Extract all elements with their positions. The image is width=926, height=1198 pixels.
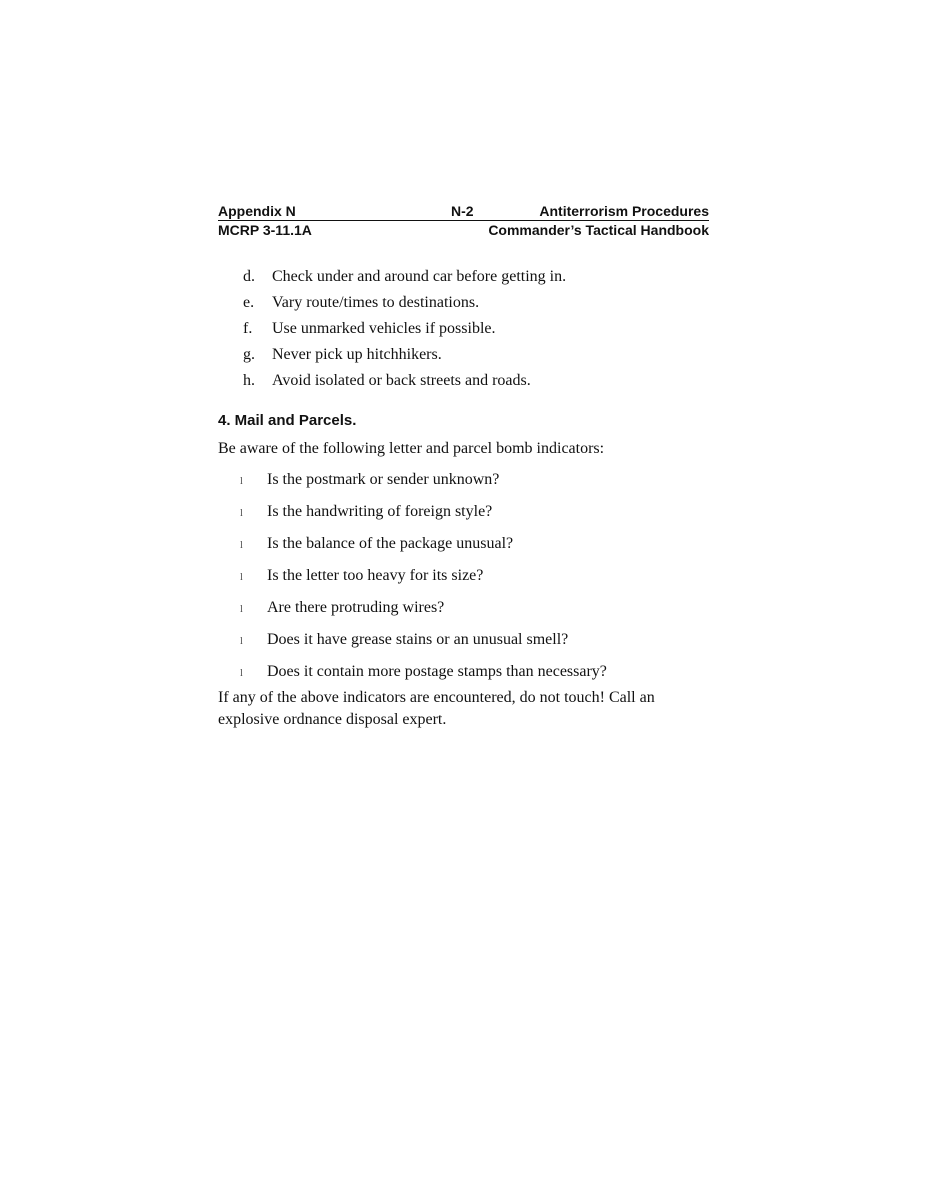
- running-header: [218, 203, 709, 239]
- bullet-icon: l: [240, 668, 243, 679]
- list-item: [218, 598, 709, 630]
- section-heading: 4. Mail and Parcels.: [218, 412, 357, 429]
- list-marker: g.: [243, 346, 255, 363]
- list-item: [218, 566, 709, 598]
- list-item-text: Avoid isolated or back streets and roads.: [272, 372, 531, 389]
- list-item-text: Is the balance of the package unusual?: [267, 535, 514, 552]
- header-appendix: Appendix N: [218, 203, 296, 219]
- list-item-text: Vary route/times to destinations.: [272, 294, 480, 311]
- list-item: [218, 502, 709, 534]
- list-item-text: Are there protruding wires?: [267, 599, 445, 616]
- list-item: [218, 630, 709, 662]
- list-item: [218, 371, 709, 397]
- list-item: [218, 534, 709, 566]
- header-publication-id: MCRP 3-11.1A: [218, 222, 312, 238]
- header-page-number: N-2: [451, 203, 474, 219]
- document-page: [218, 203, 709, 731]
- bullet-icon: l: [240, 572, 243, 583]
- lettered-list: [218, 267, 709, 397]
- bullet-icon: l: [240, 636, 243, 647]
- bullet-icon: l: [240, 604, 243, 615]
- indicator-list: [218, 470, 709, 694]
- header-publication-title: Commander’s Tactical Handbook: [488, 222, 709, 238]
- list-marker: f.: [243, 320, 253, 337]
- section-intro: Be aware of the following letter and parcel bomb indicators:: [218, 440, 605, 457]
- list-marker: d.: [243, 268, 255, 285]
- list-item-text: Does it contain more postage stamps than necessary?: [267, 663, 607, 680]
- list-marker: e.: [243, 294, 255, 311]
- header-row-top: [218, 203, 709, 221]
- list-item: [218, 267, 709, 293]
- list-item: [218, 319, 709, 345]
- list-item-text: Never pick up hitchhikers.: [272, 346, 442, 363]
- list-item-text: Is the handwriting of foreign style?: [267, 503, 493, 520]
- list-item: [218, 293, 709, 319]
- list-item-text: Does it have grease stains or an unusual smell?: [267, 631, 569, 648]
- list-item-text: Use unmarked vehicles if possible.: [272, 320, 496, 337]
- list-item: [218, 662, 709, 694]
- bullet-icon: l: [240, 540, 243, 551]
- bullet-icon: l: [240, 508, 243, 519]
- list-item-text: Is the postmark or sender unknown?: [267, 471, 500, 488]
- header-chapter-title: Antiterrorism Procedures: [539, 203, 709, 219]
- bullet-icon: l: [240, 476, 243, 487]
- list-marker: h.: [243, 372, 255, 389]
- list-item-text: Check under and around car before getting in.: [272, 268, 567, 285]
- header-row-bottom: [218, 222, 709, 239]
- list-item: [218, 470, 709, 502]
- list-item: [218, 345, 709, 371]
- list-item-text: Is the letter too heavy for its size?: [267, 567, 484, 584]
- closing-paragraph: If any of the above indicators are encountered, do not touch! Call an explosive ordnance disposal expert.: [218, 689, 655, 728]
